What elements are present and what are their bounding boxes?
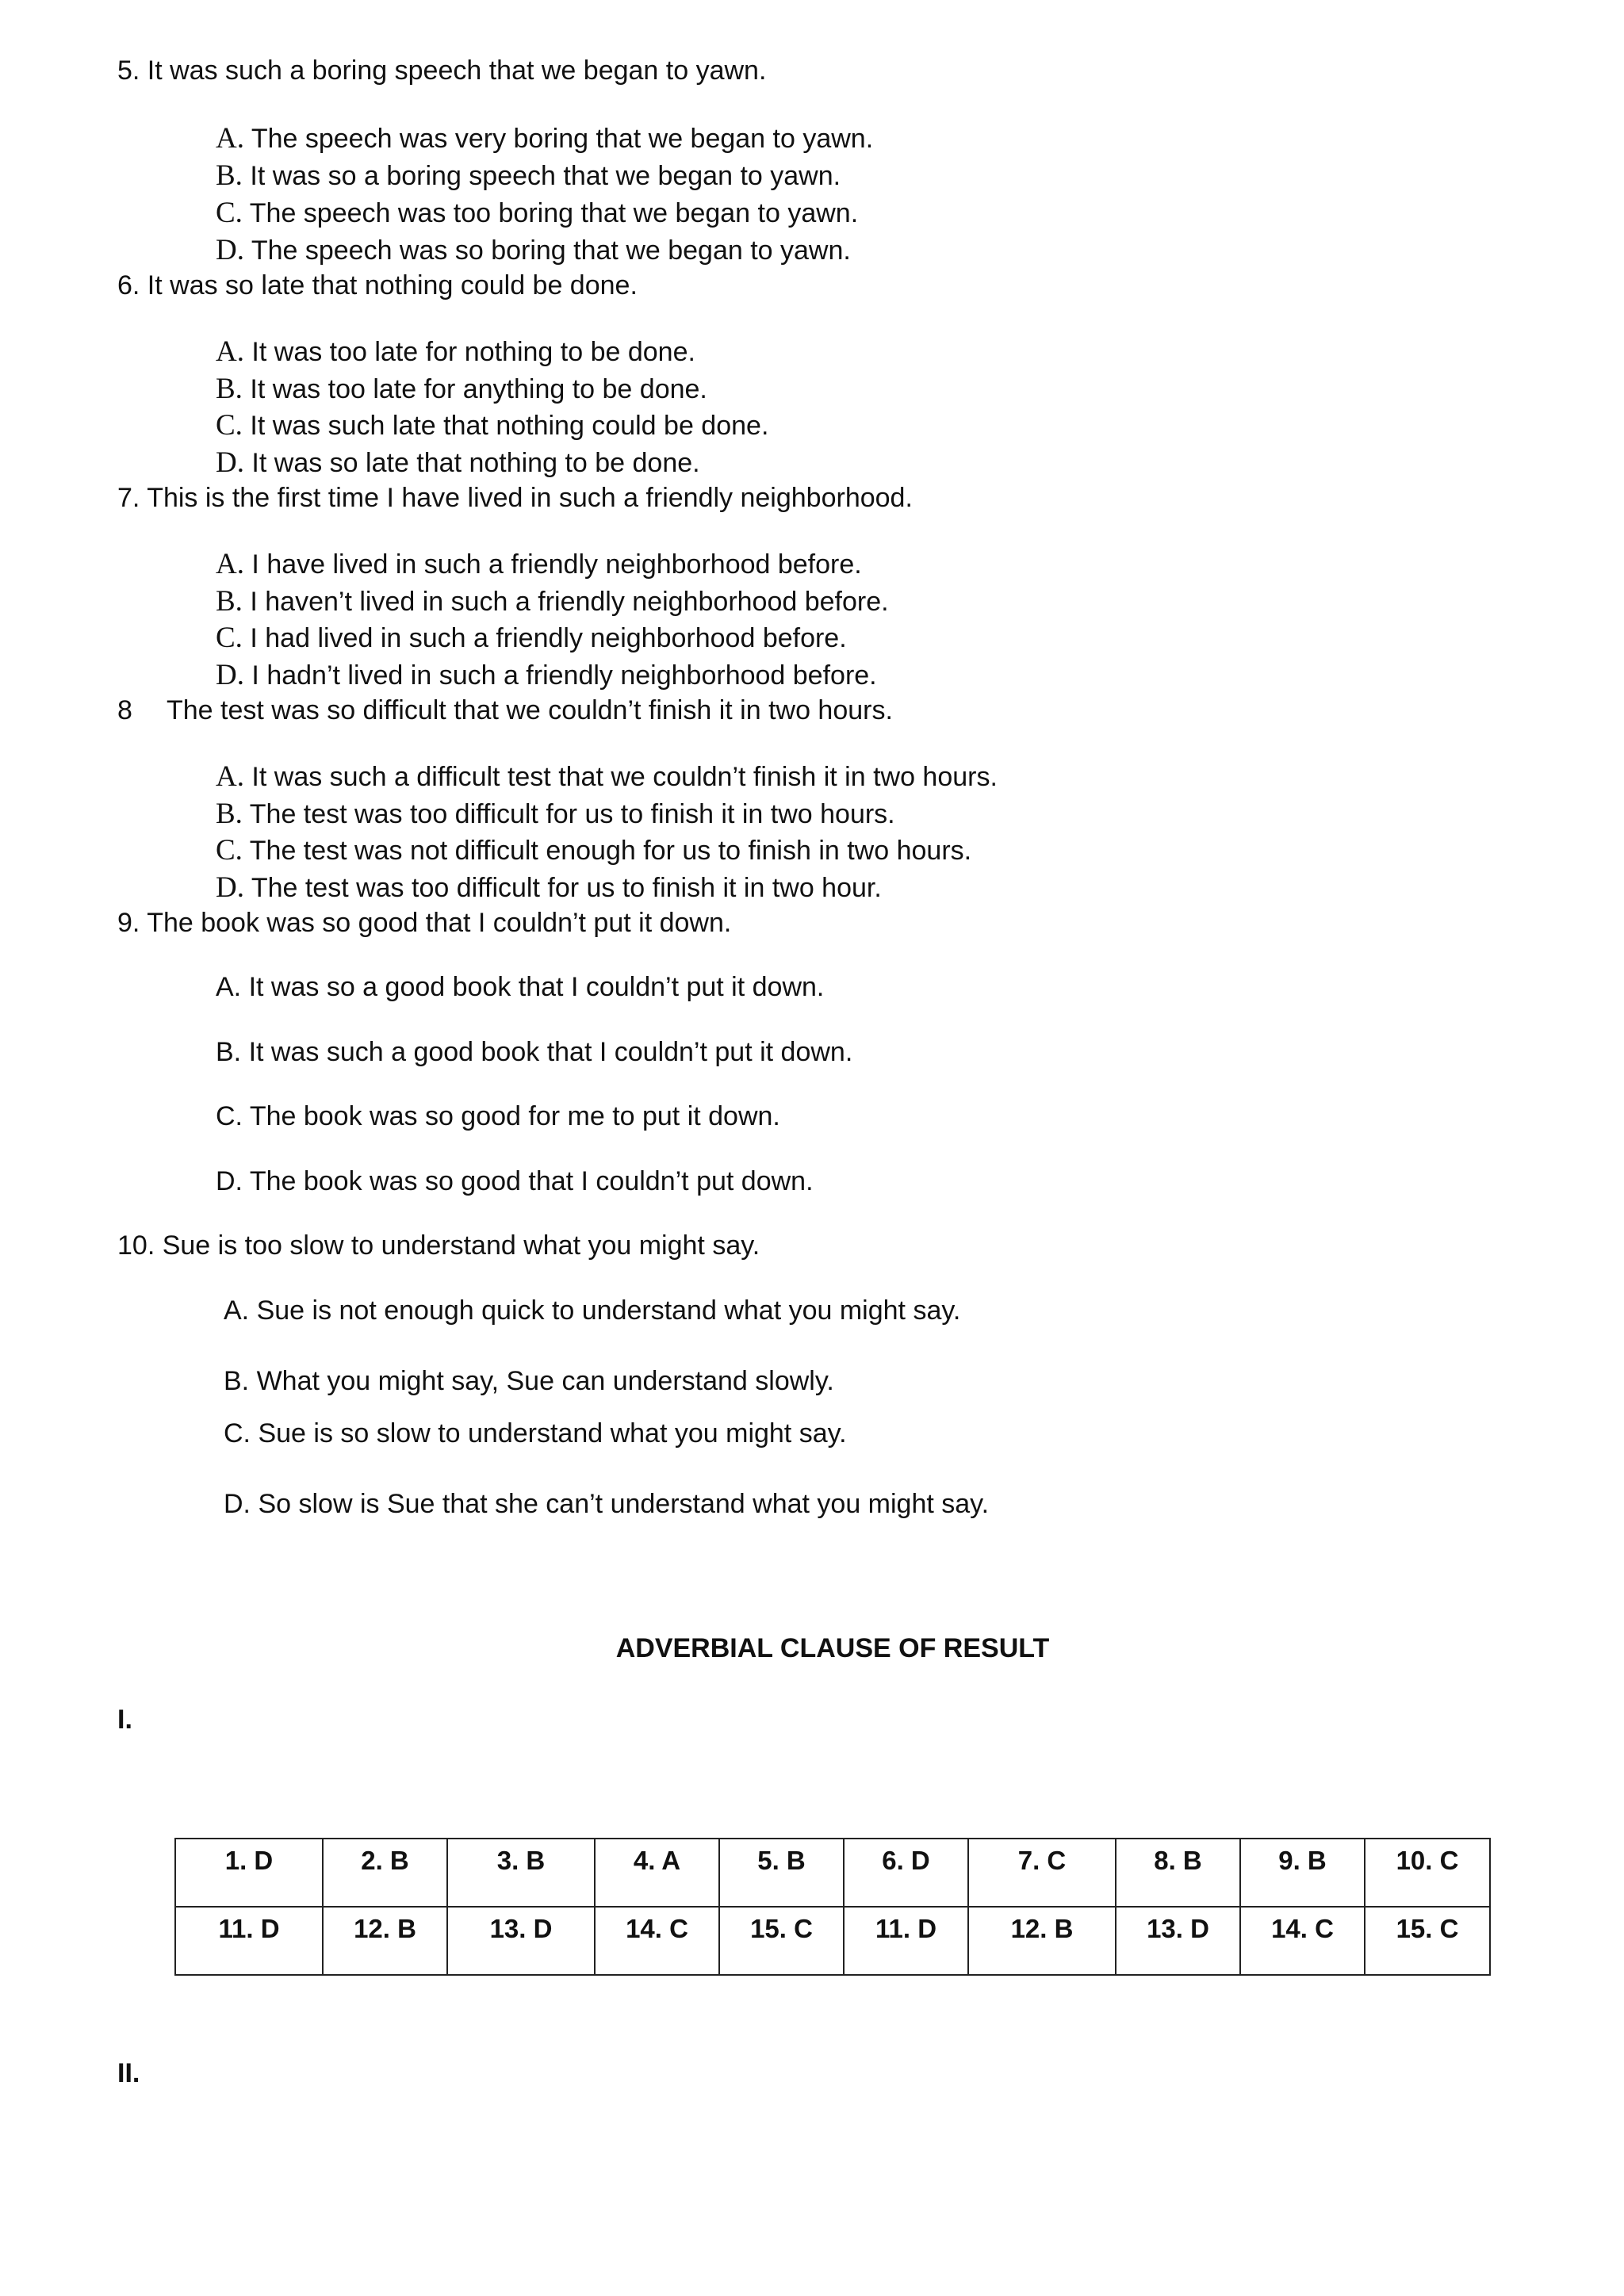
question-8-option-c (216, 836, 971, 865)
answer-cell: 12. B (968, 1907, 1116, 1975)
question-7-option-c (216, 623, 847, 652)
question-9-option-d (216, 1168, 814, 1195)
answer-cell: 13. D (1116, 1907, 1240, 1975)
option-text: The test was too difficult for us to finish it in two hours. (242, 799, 895, 829)
question-8-number: 8 (117, 695, 132, 725)
option-letter: C. (216, 409, 243, 442)
option-text: It was too late for anything to be done. (242, 374, 707, 404)
question-7-option-a (216, 549, 862, 579)
option-text: The book was so good that I couldn’t put down. (243, 1166, 814, 1196)
option-letter: B. (216, 159, 243, 192)
question-5-option-d (216, 235, 851, 265)
question-6-option-b (216, 374, 707, 404)
option-letter: D. (216, 446, 244, 479)
answer-row (175, 1839, 1490, 1907)
question-9-option-c (216, 1103, 780, 1130)
option-text: The book was so good for me to put it down. (243, 1101, 780, 1131)
question-8-option-b (216, 799, 895, 828)
question-5-stem: 5. It was such a boring speech that we began to yawn. (117, 55, 767, 86)
option-text: I hadn’t lived in such a friendly neighborhood before. (243, 660, 877, 691)
question-10-option-a: A. Sue is not enough quick to understand what you might say. (224, 1295, 961, 1326)
question-10-option-c: C. Sue is so slow to understand what you might say. (224, 1418, 847, 1448)
answer-table (174, 1838, 1491, 1976)
option-text: It was so a good book that I couldn’t put it down. (241, 972, 825, 1002)
option-text: The test was too difficult for us to finish it in two hour. (243, 873, 882, 903)
option-letter: A. (216, 548, 244, 580)
question-7-option-d (216, 660, 877, 690)
answer-cell: 3. B (447, 1839, 595, 1907)
answer-cell: 13. D (447, 1907, 595, 1975)
question-9-option-a (216, 974, 824, 1001)
answer-cell: 10. C (1365, 1839, 1490, 1907)
option-letter: D. (216, 1166, 243, 1196)
answer-cell: 15. C (1365, 1907, 1490, 1975)
question-6-stem: 6. It was so late that nothing could be done. (117, 270, 638, 300)
answer-cell: 6. D (844, 1839, 968, 1907)
answer-cell: 14. C (1240, 1907, 1365, 1975)
question-8-option-d (216, 873, 882, 902)
question-5-option-b (216, 161, 841, 190)
option-text: It was such a difficult test that we couldn’t finish it in two hours. (243, 762, 998, 792)
answer-cell: 12. B (323, 1907, 447, 1975)
section-1-label: I. (117, 1705, 132, 1735)
option-text: The test was not difficult enough for us to finish in two hours. (242, 836, 972, 866)
question-7-option-b (216, 587, 889, 616)
question-10-option-d: D. So slow is Sue that she can’t understand what you might say. (224, 1489, 990, 1519)
answer-row (175, 1907, 1490, 1975)
question-9-option-b (216, 1039, 852, 1066)
option-letter: A. (216, 760, 244, 793)
answer-cell: 9. B (1240, 1839, 1365, 1907)
option-letter: B. (216, 1037, 242, 1067)
option-text: The speech was very boring that we began to yawn. (243, 124, 874, 154)
answer-key-title: ADVERBIAL CLAUSE OF RESULT (615, 1633, 1050, 1663)
option-letter: C. (216, 834, 243, 867)
question-6-option-a (216, 337, 695, 366)
option-letter: A. (216, 122, 244, 155)
option-text: The speech was so boring that we began to yawn. (243, 235, 851, 266)
answer-cell: 11. D (175, 1907, 323, 1975)
section-2-label: II. (117, 2058, 140, 2088)
option-text: I have lived in such a friendly neighborhood before. (243, 549, 862, 580)
question-10-option-b: B. What you might say, Sue can understand slowly. (224, 1366, 834, 1396)
question-9-stem: 9. The book was so good that I couldn’t put it down. (117, 908, 732, 938)
option-text: It was so late that nothing to be done. (243, 448, 700, 478)
option-text: It was so a boring speech that we began to yawn. (242, 161, 841, 191)
option-text: It was such late that nothing could be done. (242, 411, 769, 441)
answer-cell: 5. B (719, 1839, 844, 1907)
question-7-stem: 7. This is the first time I have lived in such a friendly neighborhood. (117, 483, 913, 513)
option-letter: B. (216, 798, 243, 830)
answer-cell: 15. C (719, 1907, 844, 1975)
option-letter: A. (216, 972, 242, 1002)
option-letter: B. (216, 585, 243, 618)
answer-cell: 1. D (175, 1839, 323, 1907)
option-text: I haven’t lived in such a friendly neighborhood before. (242, 587, 889, 617)
option-letter: B. (216, 373, 243, 405)
option-letter: C. (216, 1101, 243, 1131)
option-letter: A. (216, 335, 244, 368)
option-text: It was too late for nothing to be done. (243, 337, 695, 367)
option-letter: D. (216, 871, 244, 904)
question-8-stem: The test was so difficult that we couldn’t finish it in two hours. (167, 695, 893, 725)
answer-cell: 8. B (1116, 1839, 1240, 1907)
question-5-option-a (216, 124, 873, 153)
answer-cell: 11. D (844, 1907, 968, 1975)
option-letter: D. (216, 234, 244, 266)
answer-cell: 2. B (323, 1839, 447, 1907)
option-text: The speech was too boring that we began to yawn. (242, 198, 859, 228)
option-letter: D. (216, 659, 244, 691)
question-6-option-c (216, 411, 768, 440)
answer-cell: 4. A (595, 1839, 719, 1907)
question-10-stem: 10. Sue is too slow to understand what you might say. (117, 1230, 760, 1261)
option-letter: C. (216, 622, 243, 654)
question-5-option-c (216, 198, 858, 228)
option-letter: C. (216, 197, 243, 229)
answer-cell: 7. C (968, 1839, 1116, 1907)
answer-cell: 14. C (595, 1907, 719, 1975)
question-8-option-a (216, 762, 998, 791)
option-text: I had lived in such a friendly neighborhood before. (242, 623, 847, 653)
question-6-option-d (216, 448, 700, 477)
option-text: It was such a good book that I couldn’t put it down. (241, 1037, 853, 1067)
